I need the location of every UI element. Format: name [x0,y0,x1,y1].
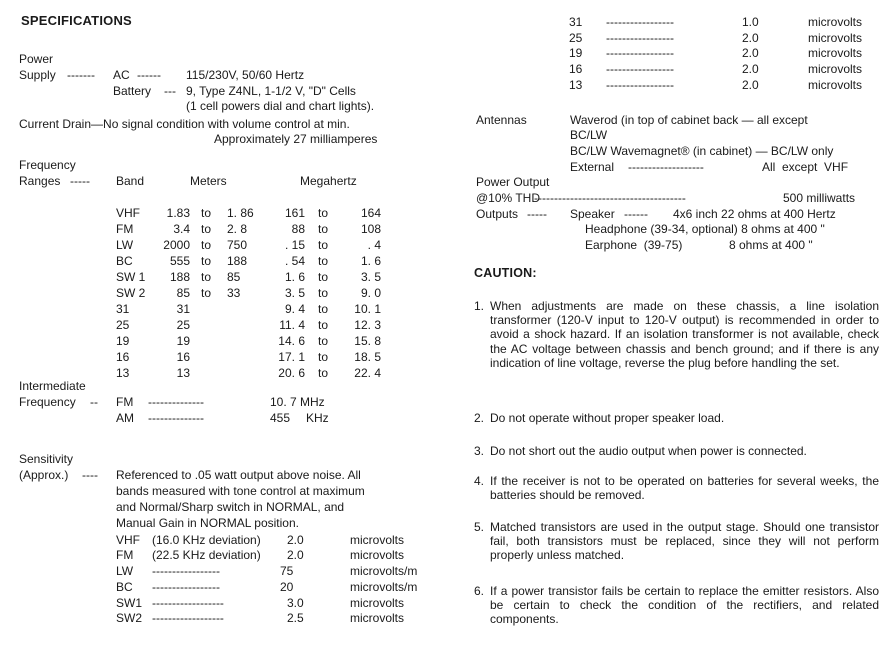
meters-from-cell: 25 [176,318,190,332]
power-output-label: Power Output [476,175,550,189]
if-leader: -- [90,395,98,409]
mhz-from-cell: 11. 4 [279,318,305,332]
caution-text: Do not operate without proper speaker load. [490,411,725,425]
band-cell: FM [116,222,134,236]
col-megahertz-header: Megahertz [300,174,357,188]
sens-band: SW1 [116,596,143,610]
meters-to-cell: to [201,286,212,300]
sens-unit: microvolts [808,15,863,29]
meters-to-cell: to [201,222,212,236]
mhz-from-cell: . 54 [284,254,305,268]
sens-unit: microvolts [350,611,405,625]
sens-unit: microvolts [808,31,863,45]
mhz-to-cell: to [318,222,329,236]
if-fm-key: FM [116,395,134,409]
mhz-from-cell: 17. 1 [278,350,305,364]
band-cell: 31 [116,302,130,316]
sensitivity-approx-label: (Approx.) [19,468,69,482]
meters-end-cell: 1. 86 [227,206,254,220]
mhz-to-cell: to [318,270,329,284]
sens-unit: microvolts [350,533,405,547]
mhz-end-cell: 3. 5 [360,270,381,284]
battery-leader: --- [164,84,176,98]
ac-leader: ------ [137,68,161,82]
caution-text: If the receiver is not to be operated on batteries for several weeks, the batteries should be removed. [490,474,879,503]
mhz-end-cell: 108 [360,222,381,236]
headphone-line: Headphone (39-34, optional) 8 ohms at 400 " [585,222,825,236]
meters-to-cell: to [201,238,212,252]
speaker-leader: ------ [624,207,648,221]
sens-band: LW [116,564,134,578]
antennas-line: Waverod (in top of cabinet back — all except [570,113,808,127]
sens-value: 2.0 [287,533,304,547]
frequency-label: Frequency [19,158,76,172]
sens-unit: microvolts/m [350,580,418,594]
mhz-to-cell: to [318,254,329,268]
mhz-end-cell: . 4 [367,238,381,252]
col-band-header: Band [116,174,145,188]
sens-value: 2.5 [287,611,304,625]
mhz-from-cell: 9. 4 [284,302,305,316]
sensitivity-desc-line: Referenced to .05 watt output above noise. All [116,468,361,482]
sensitivity-desc-line: Manual Gain in NORMAL position. [116,516,299,530]
meters-from-cell: 16 [176,350,190,364]
current-drain-line: Current Drain—No signal condition with volume control at min. [19,117,350,131]
caution-number: 3. [474,444,485,458]
band-cell: 13 [116,366,130,380]
earphone-key: Earphone (39-75) [585,238,683,252]
sens-value: 2.0 [287,548,304,562]
sens-leader: ----------------- [606,78,674,92]
sens-band: BC [116,580,133,594]
sens-value: 3.0 [287,596,304,610]
caution-title: CAUTION: [474,266,537,280]
ac-key: AC [113,68,130,82]
if-am-key: AM [116,411,134,425]
meters-from-cell: 1.83 [166,206,190,220]
meters-from-cell: 13 [176,366,190,380]
mhz-end-cell: 12. 3 [354,318,381,332]
mhz-from-cell: 20. 6 [278,366,305,380]
mhz-to-cell: to [318,302,329,316]
sens-leader: ----------------- [152,580,220,594]
meters-end-cell: 188 [227,254,248,268]
sens-value: 20 [280,580,294,594]
meters-from-cell: 2000 [163,238,190,252]
battery-key: Battery [113,84,152,98]
sensitivity-leader: ---- [82,468,98,482]
mhz-end-cell: 164 [360,206,381,220]
meters-end-cell: 2. 8 [227,222,248,236]
sens-note: (22.5 KHz deviation) [152,548,261,562]
band-cell: SW 1 [116,270,146,284]
mhz-end-cell: 15. 8 [354,334,381,348]
external-key: External [570,160,615,174]
meters-to-cell: to [201,254,212,268]
sens-band: FM [116,548,134,562]
meters-from-cell: 85 [176,286,190,300]
sens-value: 2.0 [742,31,759,45]
sens-value: 2.0 [742,46,759,60]
sens-leader: ----------------- [606,31,674,45]
band-cell: 25 [116,318,130,332]
sens-unit: microvolts [808,62,863,76]
mhz-from-cell: 14. 6 [278,334,305,348]
band-cell: BC [116,254,133,268]
power-output-value: 500 milliwatts [783,191,856,205]
power-label: Power [19,52,54,66]
mhz-from-cell: 3. 5 [284,286,305,300]
meters-from-cell: 188 [169,270,190,284]
external-leader: ------------------- [628,160,704,174]
battery-value: 9, Type Z4NL, 1-1/2 V, "D" Cells [186,84,356,98]
current-drain-value: Approximately 27 milliamperes [214,132,378,146]
earphone-value: 8 ohms at 400 " [729,238,813,252]
sens-note: (16.0 KHz deviation) [152,533,261,547]
power-output-leader: -------------------------------------- [534,191,686,205]
band-cell: LW [116,238,134,252]
sensitivity-desc-line: bands measured with tone control at maximum [116,484,365,498]
mhz-from-cell: 161 [284,206,305,220]
meters-from-cell: 19 [176,334,190,348]
speaker-key: Speaker [570,207,615,221]
if-am-value: 455 [270,411,291,425]
band-cell: VHF [116,206,140,220]
caution-text: Matched transistors are used in the output stage. Should one transistor fail, both transistors must be replaced, since they will not perform properly unless matched. [490,520,879,563]
external-value: All except VHF [762,160,849,174]
if-fm-value: 10. 7 MHz [270,395,325,409]
col-meters-header: Meters [190,174,227,188]
meters-end-cell: 33 [227,286,241,300]
mhz-to-cell: to [318,206,329,220]
antennas-line: BC/LW Wavemagnet® (in cabinet) — BC/LW only [570,144,834,158]
sens-unit: microvolts [808,46,863,60]
sens-leader: ----------------- [606,46,674,60]
mhz-end-cell: 9. 0 [360,286,381,300]
battery-note: (1 cell powers dial and chart lights). [186,99,375,113]
antennas-label: Antennas [476,113,527,127]
ac-value: 115/230V, 50/60 Hertz [186,68,305,82]
mhz-to-cell: to [318,238,329,252]
sens-value: 75 [280,564,294,578]
sensitivity-label: Sensitivity [19,452,74,466]
meters-from-cell: 31 [176,302,190,316]
if-fm-leader: -------------- [148,395,204,409]
sens-leader: ----------------- [606,15,674,29]
outputs-leader: ----- [527,207,547,221]
sens-band: 19 [569,46,583,60]
mhz-from-cell: 88 [291,222,305,236]
caution-number: 5. [474,520,485,534]
mhz-to-cell: to [318,366,329,380]
meters-to-cell: to [201,270,212,284]
sens-band: 31 [569,15,583,29]
sens-leader: ------------------ [152,596,224,610]
if-am-leader: -------------- [148,411,204,425]
mhz-end-cell: 22. 4 [354,366,381,380]
ranges-leader: ----- [70,174,90,188]
mhz-to-cell: to [318,350,329,364]
mhz-from-cell: 1. 6 [284,270,305,284]
antennas-line: BC/LW [570,128,608,142]
mhz-from-cell: . 15 [284,238,305,252]
sens-value: 1.0 [742,15,759,29]
mhz-end-cell: 1. 6 [360,254,381,268]
sens-unit: microvolts [350,596,405,610]
sens-band: SW2 [116,611,143,625]
specifications-title: SPECIFICATIONS [21,13,132,28]
meters-from-cell: 555 [169,254,190,268]
caution-number: 1. [474,299,485,313]
sens-unit: microvolts/m [350,564,418,578]
mhz-end-cell: 10. 1 [354,302,381,316]
meters-from-cell: 3.4 [173,222,190,236]
caution-text: When adjustments are made on these chassis, a line isolation transformer (120-V input to 120-V output) is recommended in order to avoid a shock hazard. If an isolation transformer is not available, check the AC voltage between chassis and bench ground; and if there is any indication of line voltage, reverse the plug before handling the set. [490,299,879,370]
band-cell: SW 2 [116,286,146,300]
mhz-to-cell: to [318,286,329,300]
meters-end-cell: 85 [227,270,241,284]
sens-unit: microvolts [350,548,405,562]
mhz-to-cell: to [318,318,329,332]
caution-number: 6. [474,584,485,598]
sens-band: 25 [569,31,583,45]
if-am-unit: KHz [306,411,329,425]
caution-text: If a power transistor fails be certain to replace the emitter resistors. Also be certain to check the condition of the rectifiers, and related components. [490,584,879,627]
sensitivity-desc-line: and Normal/Sharp switch in NORMAL, and [116,500,345,514]
sens-value: 2.0 [742,78,759,92]
outputs-label: Outputs [476,207,519,221]
band-cell: 19 [116,334,130,348]
mhz-end-cell: 18. 5 [354,350,381,364]
meters-to-cell: to [201,206,212,220]
sens-unit: microvolts [808,78,863,92]
meters-end-cell: 750 [227,238,248,252]
sens-value: 2.0 [742,62,759,76]
caution-number: 4. [474,474,485,488]
sens-leader: ------------------ [152,611,224,625]
power-leader: ------- [67,68,95,82]
caution-text: Do not short out the audio output when power is connected. [490,444,807,458]
supply-label: Supply [19,68,56,82]
caution-number: 2. [474,411,485,425]
sens-leader: ----------------- [606,62,674,76]
if-frequency-label: Frequency [19,395,76,409]
sens-band: VHF [116,533,140,547]
mhz-to-cell: to [318,334,329,348]
band-cell: 16 [116,350,130,364]
intermediate-label: Intermediate [19,379,86,393]
speaker-value: 4x6 inch 22 ohms at 400 Hertz [673,207,836,221]
sens-leader: ----------------- [152,564,220,578]
ranges-label: Ranges [19,174,61,188]
sens-band: 13 [569,78,583,92]
sens-band: 16 [569,62,583,76]
thd-label: @10% THD [476,191,540,205]
